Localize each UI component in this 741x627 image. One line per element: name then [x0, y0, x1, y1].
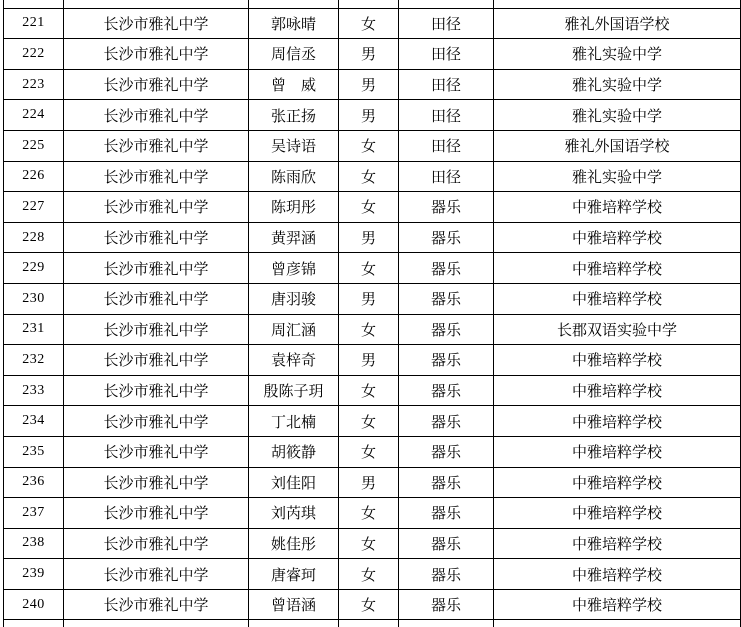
cell-school: 长沙市雅礼中学 — [64, 314, 249, 345]
cell-name: 胡筱静 — [249, 436, 339, 467]
cell-name: 刘芮琪 — [249, 498, 339, 529]
cell-category: 器乐 — [399, 314, 494, 345]
cell-index: 221 — [4, 8, 64, 39]
cell-name — [249, 0, 339, 8]
table-row — [4, 192, 741, 223]
cell-gender: 女 — [339, 161, 399, 192]
cell-feeder-school: 雅礼外国语学校 — [494, 8, 741, 39]
cell-school: 长沙市雅礼中学 — [64, 100, 249, 131]
cell-index: 225 — [4, 130, 64, 161]
cell-feeder-school: 长郡双语实验中学 — [494, 314, 741, 345]
cell-feeder-school: 雅礼实验中学 — [494, 161, 741, 192]
cell-index: 223 — [4, 69, 64, 100]
cell-gender: 女 — [339, 528, 399, 559]
cell-feeder-school: 中雅培粹学校 — [494, 253, 741, 284]
cell-school: 长沙市雅礼中学 — [64, 498, 249, 529]
cell-category: 器乐 — [399, 589, 494, 620]
table-row — [4, 100, 741, 131]
student-table-body — [4, 0, 741, 627]
cell-name: 袁梓奇 — [249, 345, 339, 376]
cell-school: 长沙市雅礼中学 — [64, 559, 249, 590]
cell-school: 长沙市雅礼中学 — [64, 39, 249, 70]
cell-index: 229 — [4, 253, 64, 284]
cell-category: 器乐 — [399, 559, 494, 590]
cell-category: 田径 — [399, 100, 494, 131]
cell-name: 刘佳阳 — [249, 467, 339, 498]
cell-index: 226 — [4, 161, 64, 192]
cell-school: 长沙市雅礼中学 — [64, 589, 249, 620]
cell-school: 长沙市雅礼中学 — [64, 436, 249, 467]
cell-index: 228 — [4, 222, 64, 253]
student-table — [3, 0, 741, 627]
table-row — [4, 498, 741, 529]
cell-gender: 女 — [339, 253, 399, 284]
cell-index: 230 — [4, 283, 64, 314]
cell-school: 长沙市雅礼中学 — [64, 406, 249, 437]
table-row — [4, 436, 741, 467]
cell-category: 器乐 — [399, 406, 494, 437]
cell-name: 陈玥彤 — [249, 192, 339, 223]
cell-school: 长沙市雅礼中学 — [64, 528, 249, 559]
cell-gender: 男 — [339, 222, 399, 253]
cell-index: 224 — [4, 100, 64, 131]
table-row — [4, 589, 741, 620]
cell-feeder-school: 雅礼外国语学校 — [494, 130, 741, 161]
table-row — [4, 375, 741, 406]
partial-row-bottom — [4, 620, 741, 627]
cell-category: 田径 — [399, 69, 494, 100]
cell-category: 田径 — [399, 8, 494, 39]
table-row — [4, 69, 741, 100]
cell-feeder-school — [494, 620, 741, 627]
cell-index: 232 — [4, 345, 64, 376]
cell-gender: 女 — [339, 192, 399, 223]
cell-school: 长沙市雅礼中学 — [64, 222, 249, 253]
table-row — [4, 39, 741, 70]
cell-feeder-school: 中雅培粹学校 — [494, 498, 741, 529]
cell-school: 长沙市雅礼中学 — [64, 130, 249, 161]
cell-index: 234 — [4, 406, 64, 437]
cell-feeder-school: 中雅培粹学校 — [494, 589, 741, 620]
cell-name: 唐羽骏 — [249, 283, 339, 314]
cell-feeder-school — [494, 0, 741, 8]
cell-category: 器乐 — [399, 192, 494, 223]
cell-school: 长沙市雅礼中学 — [64, 161, 249, 192]
cell-name: 殷陈子玥 — [249, 375, 339, 406]
cell-name: 郭咏晴 — [249, 8, 339, 39]
cell-feeder-school: 中雅培粹学校 — [494, 528, 741, 559]
cell-index: 240 — [4, 589, 64, 620]
cell-feeder-school: 中雅培粹学校 — [494, 283, 741, 314]
cell-gender: 男 — [339, 345, 399, 376]
cell-index: 237 — [4, 498, 64, 529]
cell-name: 周汇涵 — [249, 314, 339, 345]
cell-feeder-school: 中雅培粹学校 — [494, 406, 741, 437]
cell-feeder-school: 中雅培粹学校 — [494, 192, 741, 223]
cell-name — [249, 620, 339, 627]
cell-school — [64, 620, 249, 627]
cell-gender: 女 — [339, 406, 399, 437]
cell-category: 器乐 — [399, 467, 494, 498]
cell-gender: 女 — [339, 314, 399, 345]
table-row — [4, 130, 741, 161]
cell-category: 器乐 — [399, 253, 494, 284]
table-row — [4, 528, 741, 559]
cell-category: 器乐 — [399, 528, 494, 559]
cell-index: 222 — [4, 39, 64, 70]
cell-gender — [339, 620, 399, 627]
table-row — [4, 314, 741, 345]
table-row — [4, 8, 741, 39]
table-row — [4, 467, 741, 498]
cell-school: 长沙市雅礼中学 — [64, 375, 249, 406]
table-row — [4, 253, 741, 284]
cell-index: 231 — [4, 314, 64, 345]
cell-feeder-school: 中雅培粹学校 — [494, 375, 741, 406]
cell-gender: 女 — [339, 498, 399, 529]
cell-school: 长沙市雅礼中学 — [64, 467, 249, 498]
cell-category: 田径 — [399, 130, 494, 161]
cell-category: 器乐 — [399, 436, 494, 467]
cell-gender: 男 — [339, 69, 399, 100]
cell-category: 器乐 — [399, 283, 494, 314]
cell-name: 吴诗语 — [249, 130, 339, 161]
cell-index: 235 — [4, 436, 64, 467]
cell-gender: 女 — [339, 130, 399, 161]
cell-index: 236 — [4, 467, 64, 498]
cell-gender: 男 — [339, 100, 399, 131]
partial-row-top — [4, 0, 741, 8]
cell-gender: 男 — [339, 283, 399, 314]
cell-school: 长沙市雅礼中学 — [64, 8, 249, 39]
cell-gender: 女 — [339, 589, 399, 620]
cell-name: 丁北楠 — [249, 406, 339, 437]
cell-feeder-school: 雅礼实验中学 — [494, 100, 741, 131]
cell-name: 唐睿珂 — [249, 559, 339, 590]
table-row — [4, 559, 741, 590]
cell-feeder-school: 中雅培粹学校 — [494, 467, 741, 498]
cell-index: 233 — [4, 375, 64, 406]
cell-gender: 男 — [339, 39, 399, 70]
cell-feeder-school: 中雅培粹学校 — [494, 222, 741, 253]
cell-category: 器乐 — [399, 375, 494, 406]
table-row — [4, 406, 741, 437]
table-row — [4, 161, 741, 192]
cell-feeder-school: 雅礼实验中学 — [494, 69, 741, 100]
cell-school: 长沙市雅礼中学 — [64, 345, 249, 376]
cell-school: 长沙市雅礼中学 — [64, 283, 249, 314]
cell-name: 黄羿涵 — [249, 222, 339, 253]
table-row — [4, 222, 741, 253]
table-row — [4, 345, 741, 376]
cell-school — [64, 0, 249, 8]
cell-school: 长沙市雅礼中学 — [64, 192, 249, 223]
cell-feeder-school: 雅礼实验中学 — [494, 39, 741, 70]
table-row — [4, 283, 741, 314]
cell-name: 曾彦锦 — [249, 253, 339, 284]
cell-category: 器乐 — [399, 498, 494, 529]
cell-category: 田径 — [399, 39, 494, 70]
cell-index: 227 — [4, 192, 64, 223]
cell-index — [4, 620, 64, 627]
cell-category: 器乐 — [399, 222, 494, 253]
cell-gender: 男 — [339, 467, 399, 498]
cell-name: 曾 威 — [249, 69, 339, 100]
cell-name: 曾语涵 — [249, 589, 339, 620]
cell-category: 器乐 — [399, 345, 494, 376]
cell-category: 田径 — [399, 161, 494, 192]
cell-gender: 女 — [339, 8, 399, 39]
cell-name: 张正扬 — [249, 100, 339, 131]
cell-gender: 女 — [339, 436, 399, 467]
cell-index — [4, 0, 64, 8]
cell-school: 长沙市雅礼中学 — [64, 69, 249, 100]
cell-gender — [339, 0, 399, 8]
cell-name: 陈雨欣 — [249, 161, 339, 192]
cell-name: 周信丞 — [249, 39, 339, 70]
cell-index: 239 — [4, 559, 64, 590]
cell-name: 姚佳彤 — [249, 528, 339, 559]
cell-feeder-school: 中雅培粹学校 — [494, 559, 741, 590]
cell-school: 长沙市雅礼中学 — [64, 253, 249, 284]
cell-index: 238 — [4, 528, 64, 559]
cell-feeder-school: 中雅培粹学校 — [494, 345, 741, 376]
cell-feeder-school: 中雅培粹学校 — [494, 436, 741, 467]
cell-category — [399, 620, 494, 627]
cell-category — [399, 0, 494, 8]
cell-gender: 女 — [339, 559, 399, 590]
cell-gender: 女 — [339, 375, 399, 406]
